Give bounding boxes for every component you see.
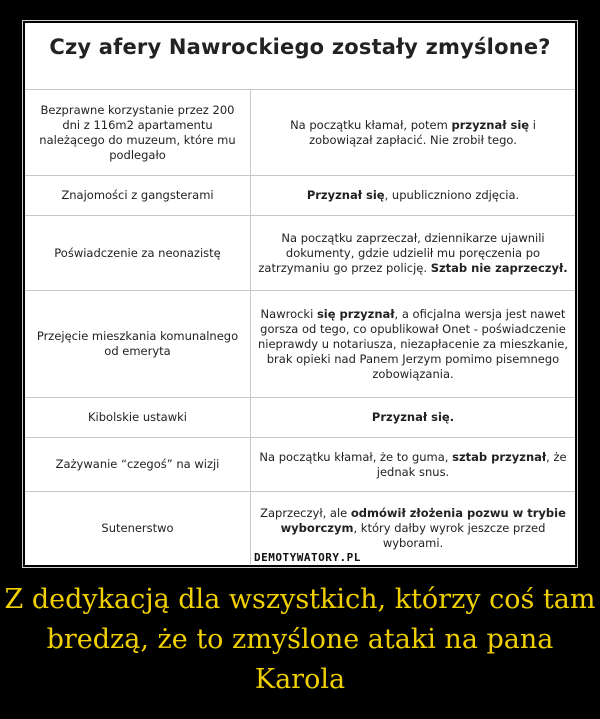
allegation-cell: Znajomości z gangsterami — [25, 176, 251, 215]
response-emphasis: Sztab nie zaprzeczył. — [430, 260, 568, 275]
response-text — [257, 307, 569, 382]
response-fragment: Na początku kłamał, że to guma, — [259, 449, 453, 464]
response-text — [307, 188, 519, 203]
table-row — [25, 176, 575, 216]
response-text — [372, 410, 454, 425]
allegation-cell: Kibolskie ustawki — [25, 398, 251, 437]
watermark: DEMOTYWATORY.PL — [251, 551, 364, 564]
response-fragment: , upubliczniono zdjęcia. — [384, 188, 520, 202]
table-row — [25, 90, 575, 176]
response-text — [257, 506, 569, 551]
table-row — [25, 398, 575, 438]
response-emphasis: sztab przyznał — [452, 449, 547, 464]
allegation-cell: Sutenerstwo — [25, 492, 251, 564]
response-fragment: Zaprzeczył, ale — [260, 505, 351, 520]
response-text — [257, 118, 569, 148]
response-cell — [251, 398, 575, 437]
response-fragment: Na początku kłamał, potem — [290, 117, 452, 132]
meme-card — [25, 23, 575, 565]
allegation-cell: Zażywanie “czegoś” na wizji — [25, 438, 251, 491]
card-title: Czy afery Nawrockiego zostały zmyślone? — [49, 35, 551, 59]
allegation-cell: Poświadczenie za neonazistę — [25, 216, 251, 290]
response-cell — [251, 291, 575, 397]
response-text — [257, 231, 569, 276]
response-cell — [251, 216, 575, 290]
table-row — [25, 216, 575, 291]
response-fragment: , że jednak snus. — [376, 449, 567, 479]
table-row — [25, 291, 575, 398]
allegation-cell: Bezprawne korzystanie przez 200 dni z 116m2 apartamentu należącego do muzeum, które mu podlegało — [25, 90, 251, 175]
table-row — [25, 438, 575, 492]
response-emphasis: się przyznał — [316, 306, 395, 321]
response-fragment: , a oficjalna wersja jest nawet gorsza od tego, co opublikował Onet - poświadczenie nieprawdy u notariusza, niezapłacenie za mieszkanie, brak opieki nad Panem Jerzym pomimo pisemnego zobowiązania. — [257, 306, 569, 381]
response-emphasis: odmówił złożenia pozwu w trybie wyborczym — [280, 505, 566, 535]
response-text — [257, 450, 569, 480]
response-fragment: i zobowiązał zapłacić. Nie zrobił tego. — [309, 117, 536, 147]
response-fragment: Nawrocki — [260, 306, 317, 321]
response-cell — [251, 176, 575, 215]
response-cell — [251, 438, 575, 491]
response-fragment: , który dałby wyrok jeszcze przed wyborami. — [353, 520, 546, 550]
response-emphasis: Przyznał się — [306, 188, 385, 202]
caption: Z dedykacją dla wszystkich, którzy coś tam bredzą, że to zmyślone ataki na pana Karola — [4, 584, 596, 695]
response-emphasis: Przyznał się. — [371, 410, 455, 424]
response-fragment: Na początku zaprzeczał, dziennikarze ujawnili dokumenty, gdzie udzielił mu poręczenia po zatrzymaniu go przez policję. — [258, 230, 545, 275]
allegation-cell: Przejęcie mieszkania komunalnego od emeryta — [25, 291, 251, 397]
allegations-table — [25, 89, 575, 564]
response-cell — [251, 90, 575, 175]
response-emphasis: przyznał się — [451, 117, 530, 132]
